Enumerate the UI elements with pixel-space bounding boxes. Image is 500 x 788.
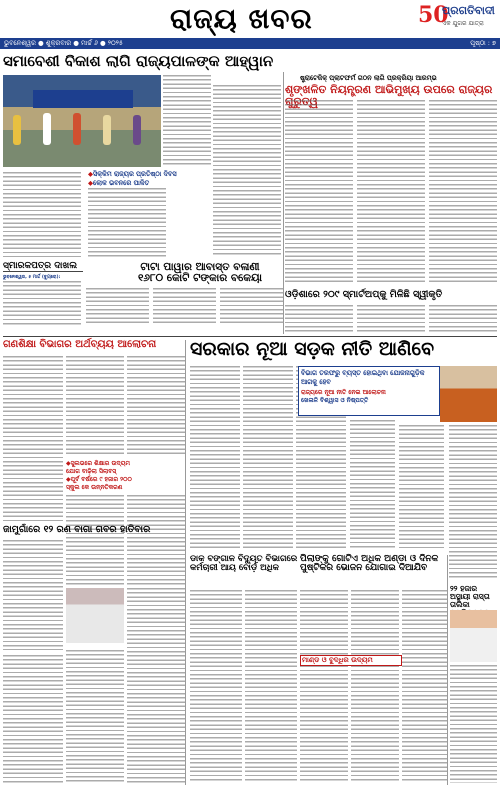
story-text-column [243, 366, 293, 551]
story-text-column [3, 172, 81, 257]
story-headline: ଶୃଙ୍ଖଳିତ ନିୟନ୍ତ୍ରଣ ଆଭିମୁଖ୍ୟ ଉପରେ ରାଜ୍ୟର ଗୁରୁତ୍ୱ [285, 83, 493, 108]
story-headline: ସ୍ମାରକପତ୍ର ଦାଖଲ [3, 262, 83, 272]
anniversary-logo: 50 [418, 2, 449, 28]
story-headline: ଓଡ଼ିଶାରେ ୨୦୯ ସ୍ମାର୍ଟଅପ୍‌କୁ ମିଳିଛି ସ୍ୱୀକୃତି [285, 289, 443, 300]
page-section-title: ରାଜ୍ୟ ଖବର [170, 2, 313, 35]
story-headline [120, 262, 280, 284]
story-kicker: ଷ୍ଟ୍ରାଟେଜିକ୍ ପ୍ଲାଟଫର୍ମ ଗଠନ ଲାଗି ପ୍ରକ୍ରିୟା ଆରମ୍ଭ [300, 74, 437, 82]
story-text-column [66, 495, 124, 585]
highlight-box [298, 366, 440, 416]
story-text-column [127, 588, 185, 783]
headline-line: ୧୬୮୦ କୋଟି ଟଙ୍କାର ବକେୟା [137, 272, 263, 285]
story-text-column [402, 590, 447, 783]
newspaper-logo-text: ପ୍ରଗତିବାଦୀ [442, 4, 495, 17]
subhead-line: ◆ ପୂର୍ବ ବର୍ଷରେ ୯ ହଜାର ୨୦୦ [66, 476, 186, 484]
story-text-column [285, 305, 353, 333]
divider [3, 336, 497, 337]
story-headline: ପିଲାଙ୍କୁ ଗୋଟିଏ ଅଧିକ ଅଣ୍ଡା ଓ ଦିନକ ପୁଷ୍ଟିକର ଭୋଜନ ଯୋଗାଇ ଦିଆଯିବ [300, 554, 439, 574]
story-text-column [399, 425, 444, 550]
story-headline: ମାଣ୍ଡ ଓ ବୁଦ୍ଧିର ଉଦ୍ୟମ [300, 655, 402, 666]
subhead-line: ◆ ସିକ୍କିମ ରାଜ୍ୟର ପ୍ରତିଷ୍ଠା ଦିବସ [88, 170, 238, 179]
story-headline: ଜାମୁଗାଁରେ ୧୨ ରଣ ବାଗା ଗବର ହାତିବାର [3, 524, 151, 535]
box-text: ରାଜ୍ୟରେ ନୂଆ ନୀତି ନେଇ ଆଲୋଚନା [301, 389, 386, 396]
story-headline: ଗଣଶିକ୍ଷା ବିଭାଗର ଅର୍ଥବ୍ୟୟ ଆଲୋଚନା [3, 339, 157, 350]
column-divider [283, 72, 284, 334]
portrait-photo [450, 610, 497, 662]
story-text-column [66, 356, 124, 456]
portrait-photo [66, 588, 124, 643]
story-headline: ଡାକ ବଙ୍ଗାଳ ବିଦ୍ୟୁତ ବିଭାଗରେ କର୍ମଚାରୀ ଆୟ ବୋର୍ଡ଼ ଅଧିକ [190, 554, 298, 573]
story-text-column [429, 305, 497, 333]
box-text: ଖେଳାଳି ବିଶ୍ୱାସ ଓ ନିଷ୍ପତ୍ତି [301, 397, 369, 404]
story-text-column [3, 281, 81, 326]
story-text-column [3, 540, 63, 650]
story-text-column [88, 188, 166, 258]
story-text-column [163, 75, 211, 167]
story-headline: ସମାବେଶୀ ବିକାଶ ଲାଗି ରାଜ୍ୟପାଳଙ୍କ ଆହ୍ୱାନ [3, 52, 274, 70]
dateline-date: ଭୁବନେଶ୍ୱର ● ଶୁକ୍ରବାର ● ମାର୍ଚ୍ଚ ୬ ● ୨୦୨୫ [4, 39, 123, 47]
story-photo [3, 75, 161, 167]
box-text: ବିଭାଗ ତରଫରୁ ବ୍ୟସ୍ତ ହୋଇଥିବା ଯୋଜନାଗୁଡ଼ିକ ଆଗକୁ ହେବ [301, 369, 425, 386]
story-text-column [245, 590, 297, 783]
subhead-line: ସ୍କୁଲ କେ ଉନ୍ନତିକରଣ [66, 484, 123, 491]
story-text-column [450, 665, 497, 783]
story-text-column [86, 288, 149, 326]
story-text-column [127, 495, 185, 585]
story-text-column [127, 356, 185, 456]
portrait-photo [440, 366, 497, 422]
story-text-column [300, 590, 348, 783]
story-text-column [213, 85, 281, 257]
story-text-column [357, 100, 425, 285]
story-text-column [3, 356, 63, 521]
story-headline: ସରକାର ନୂଆ ସଡ଼କ ନୀତି ଆଣିବେ [190, 338, 435, 360]
story-text-column [66, 650, 124, 783]
story-headline: ୨୨ ହଜାର ଅସ୍ଥାୟୀ ରାସ୍ତା ତାଲିକା [450, 584, 490, 609]
story-text-column [357, 305, 425, 333]
story-text-column [351, 590, 399, 783]
story-text-column [190, 590, 242, 783]
page-number: ପୃଷ୍ଠା : ୭ [470, 39, 496, 47]
story-text-column [449, 425, 497, 580]
story-text-column [429, 100, 497, 285]
subhead-line: ◆ ସୁଲଭରେ ଶିକ୍ଷାର ଉଦ୍ୟମ [66, 460, 186, 468]
story-text-column [3, 655, 63, 783]
column-divider [447, 555, 448, 785]
story-text-column [220, 288, 283, 326]
headline-line: ଟାଟା ପାୱାର ଆବାସ୍ତ ବଳାଣୀ [140, 261, 260, 273]
column-divider [185, 340, 186, 785]
story-text-column [153, 288, 216, 326]
story-subhead [66, 460, 186, 492]
newspaper-tagline: ଏକ ଯୁଗର ଯାତ୍ରା [442, 20, 484, 27]
dateline-bar [0, 38, 500, 49]
story-text-column [285, 100, 353, 285]
subhead-line: ◆ ଲୋକ ଭବନରେ ପାଳିତ [88, 179, 238, 188]
byline: ଭୁବନେଶ୍ୱର, ୫ ମାର୍ଚ୍ଚ (ବ୍ୟୁରୋ): [3, 275, 61, 280]
story-text-column [350, 420, 395, 550]
subhead-line: ଯୋଗ ବାଢ଼ିଲା ସିଲାବସ୍ [66, 468, 117, 475]
story-text-column [190, 366, 240, 551]
